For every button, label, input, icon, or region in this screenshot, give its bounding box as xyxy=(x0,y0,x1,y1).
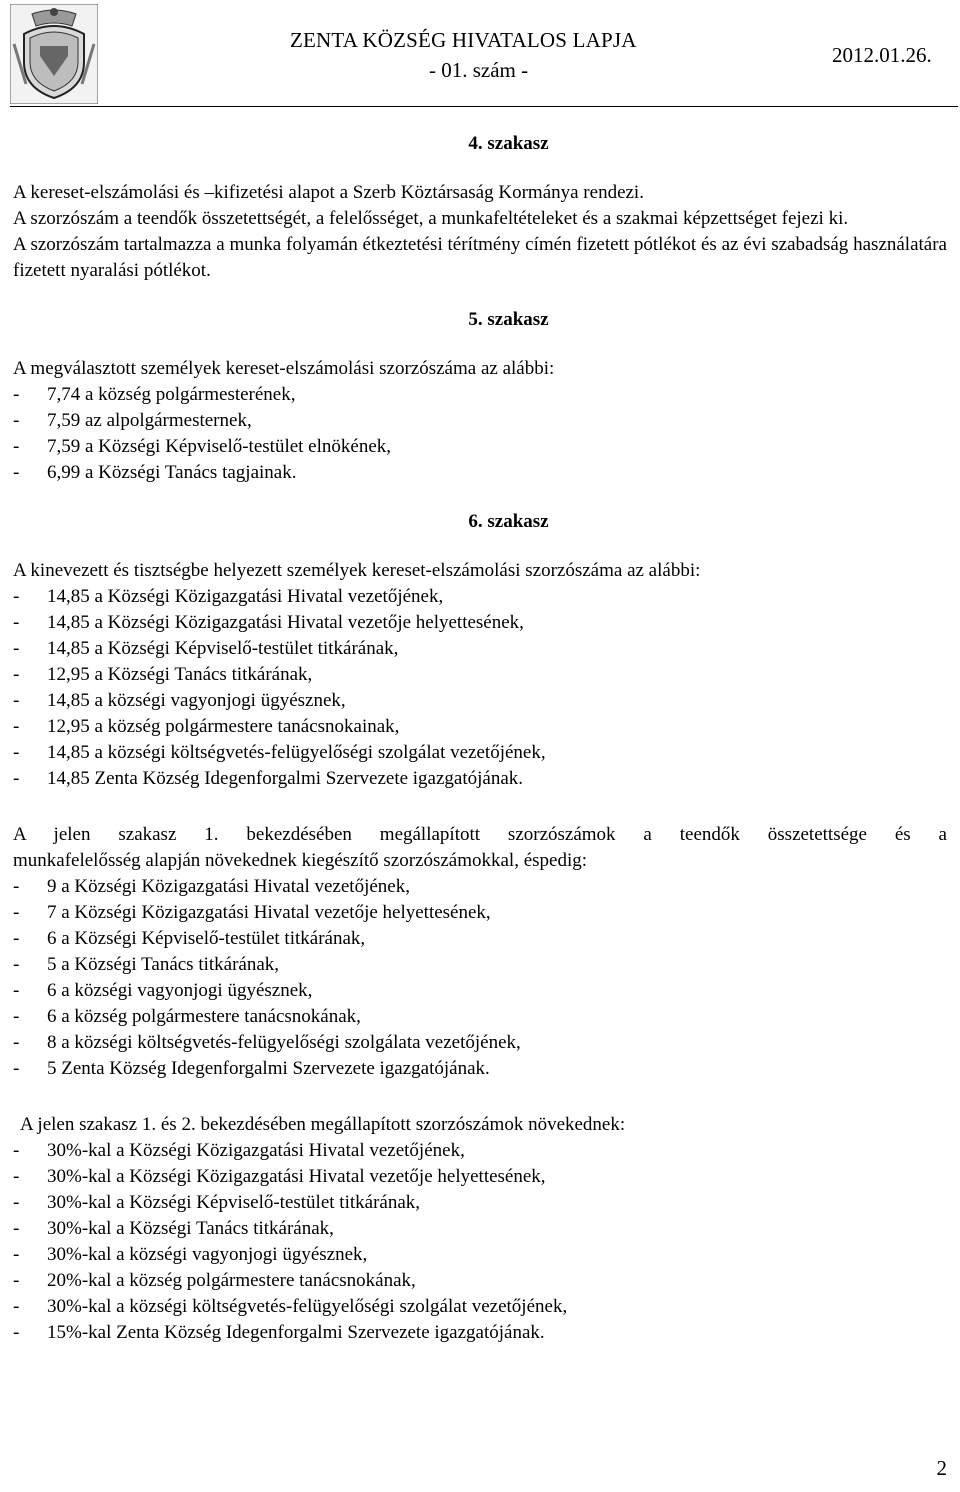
section-6-list-1 xyxy=(13,584,947,792)
list-item: - 30%-kal a Községi Képviselő-testület titkárának, xyxy=(13,1192,421,1213)
list-item: - 14,85 a községi vagyonjogi ügyésznek, xyxy=(13,690,346,711)
section-6-para-3: A jelen szakasz 1. és 2. bekezdésében megállapított szorzószámok növekednek: xyxy=(20,1114,626,1135)
section-6-para-2-line-2: munkafelelősség alapján növekednek kiegészítő szorzószámokkal, éspedig: xyxy=(13,850,588,871)
list-item: - 30%-kal a Községi Közigazgatási Hivatal vezetőjének, xyxy=(13,1140,465,1161)
section-6-heading: 6. szakasz xyxy=(468,511,549,532)
list-item: - 5 Zenta Község Idegenforgalmi Szervezete igazgatójának. xyxy=(13,1058,490,1079)
list-item: - 5 a Községi Tanács titkárának, xyxy=(13,954,280,975)
list-item: - 7 a Községi Közigazgatási Hivatal vezetője helyettesének, xyxy=(13,902,491,923)
section-6-list-3 xyxy=(13,1138,947,1346)
publication-date: 2012.01.26. xyxy=(832,43,932,67)
section-6-para-2-line-1: A jelen szakasz 1. bekezdésében megállapított szorzószámok a teendők összetettsége és a xyxy=(13,824,947,845)
list-item: - 12,95 a Községi Tanács titkárának, xyxy=(13,664,313,685)
list-item: - 6 a községi vagyonjogi ügyésznek, xyxy=(13,980,313,1001)
section-5-heading: 5. szakasz xyxy=(468,309,549,330)
page-header xyxy=(0,0,960,108)
publication-title: ZENTA KÖZSÉG HIVATALOS LAPJA xyxy=(290,28,637,52)
list-item: - 6 a község polgármestere tanácsnokának, xyxy=(13,1006,361,1027)
section-5-list xyxy=(13,382,947,486)
section-4-line-1: A kereset-elszámolási és –kifizetési alapot a Szerb Köztársaság Kormánya rendezi. xyxy=(13,182,644,203)
list-item: - 7,74 a község polgármesterének, xyxy=(13,384,296,405)
page-number: 2 xyxy=(936,1456,947,1480)
list-item: - 30%-kal a községi költségvetés-felügyelőségi szolgálat vezetőjének, xyxy=(13,1296,568,1317)
list-item: - 14,85 a Községi Közigazgatási Hivatal vezetője helyettesének, xyxy=(13,612,524,633)
list-item: - 14,85 a Községi Közigazgatási Hivatal vezetőjének, xyxy=(13,586,444,607)
list-item: - 15%-kal Zenta Község Idegenforgalmi Szervezete igazgatójának. xyxy=(13,1322,545,1343)
list-item: - 6 a Községi Képviselő-testület titkárának, xyxy=(13,928,366,949)
list-item: - 30%-kal a Községi Tanács titkárának, xyxy=(13,1218,334,1239)
section-6-intro: A kinevezett és tisztségbe helyezett személyek kereset-elszámolási szorzószáma az alábbi: xyxy=(13,560,701,581)
document-body xyxy=(13,130,947,1346)
section-6-list-2 xyxy=(13,874,947,1082)
list-item: - 14,85 a községi költségvetés-felügyelőségi szolgálat vezetőjének, xyxy=(13,742,546,763)
section-4-line-3: A szorzószám tartalmazza a munka folyamán étkeztetési térítmény címén fizetett pótlékot és az évi szabadság használatára fizetett nyaralási pótlékot. xyxy=(13,234,947,281)
coat-of-arms-icon xyxy=(10,4,98,104)
section-5-intro: A megválasztott személyek kereset-elszámolási szorzószáma az alábbi: xyxy=(13,358,555,379)
list-item: - 14,85 Zenta Község Idegenforgalmi Szervezete igazgatójának. xyxy=(13,768,524,789)
section-4-heading: 4. szakasz xyxy=(468,133,549,154)
list-item: - 30%-kal a községi vagyonjogi ügyésznek, xyxy=(13,1244,368,1265)
list-item: - 8 a községi költségvetés-felügyelőségi szolgálata vezetőjének, xyxy=(13,1032,521,1053)
list-item: - 7,59 az alpolgármesternek, xyxy=(13,410,252,431)
list-item: - 7,59 a Községi Képviselő-testület elnökének, xyxy=(13,436,392,457)
list-item: - 12,95 a község polgármestere tanácsnokainak, xyxy=(13,716,400,737)
list-item: - 9 a Községi Közigazgatási Hivatal vezetőjének, xyxy=(13,876,410,897)
issue-number: - 01. szám - xyxy=(429,58,529,82)
list-item: - 14,85 a Községi Képviselő-testület titkárának, xyxy=(13,638,399,659)
section-4-line-2: A szorzószám a teendők összetettségét, a felelősséget, a munkafeltételeket és a szakmai képzettséget fejezi ki. xyxy=(13,208,849,229)
list-item: - 6,99 a Községi Tanács tagjainak. xyxy=(13,462,297,483)
list-item: - 20%-kal a község polgármestere tanácsnokának, xyxy=(13,1270,416,1291)
list-item: - 30%-kal a Községi Közigazgatási Hivatal vezetője helyettesének, xyxy=(13,1166,546,1187)
header-divider xyxy=(10,106,958,107)
